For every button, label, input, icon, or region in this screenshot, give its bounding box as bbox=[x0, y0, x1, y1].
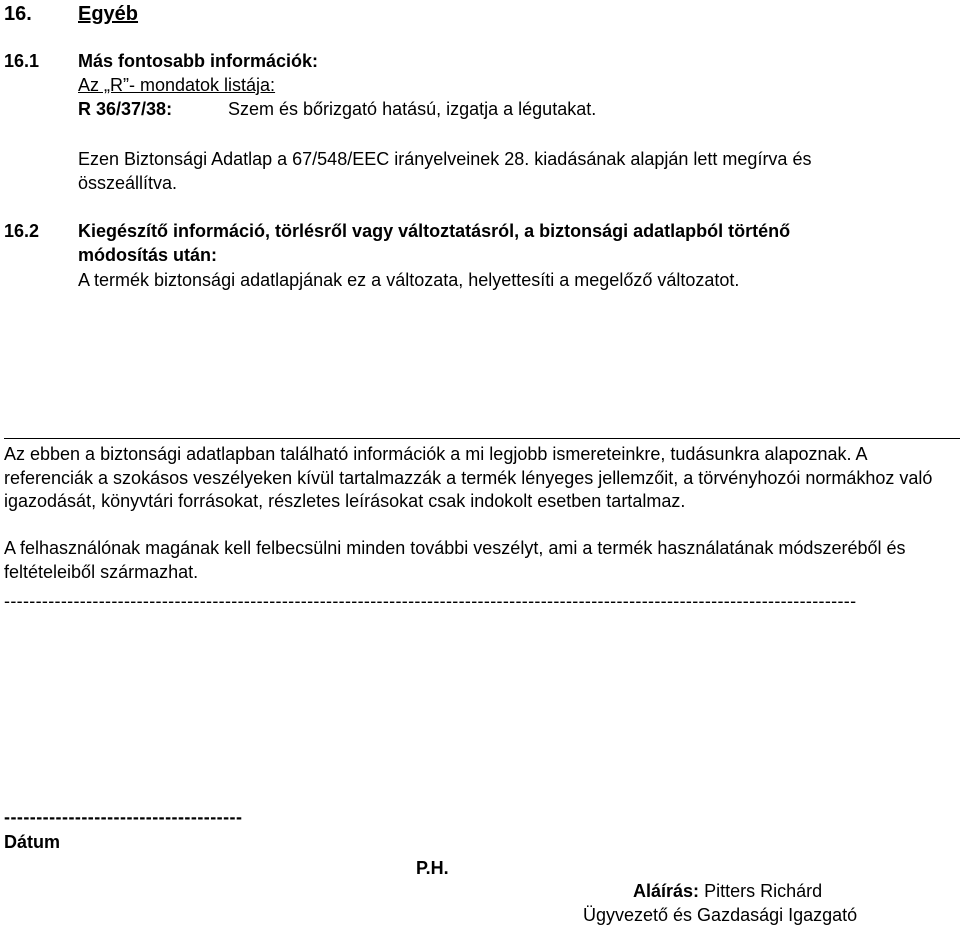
r-code: R 36/37/38: bbox=[78, 99, 173, 119]
signer-title: Ügyvezető és Gazdasági Igazgató bbox=[583, 905, 858, 925]
date-dash-line: ------------------------------------- bbox=[4, 807, 243, 827]
directive-line-2: összeállítva. bbox=[78, 173, 178, 193]
subsection-number-16-1: 16.1 bbox=[4, 51, 40, 71]
disclaimer-paragraph-1: Az ebben a biztonsági adatlapban található információk a mi legjobb ismereteinkre, tudásunkra alapoznak. A referenciák a szokásos veszélyeken kívül tartalmazzák a termék lényeges jellemzőit, a törvényhozói normákhoz való igazodását, könyvtári forrásokat, részletes leírásokat csak indokolt esetben tartalmaz. bbox=[4, 444, 933, 511]
signature-label: Aláírás: bbox=[633, 881, 700, 901]
stamp-label: P.H. bbox=[416, 858, 449, 878]
subsection-number-16-2: 16.2 bbox=[4, 221, 40, 241]
disclaimer-paragraph-2: A felhasználónak magának kell felbecsülni minden további veszélyt, ami a termék használatának módszeréből és feltételeiből származhat. bbox=[4, 538, 906, 582]
subsection-heading-16-1: Más fontosabb információk: bbox=[78, 51, 319, 71]
signature-line bbox=[633, 880, 822, 902]
subsection-heading-16-2-line-2: módosítás után: bbox=[78, 245, 218, 265]
directive-line-1: Ezen Biztonsági Adatlap a 67/548/EEC irányelveinek 28. kiadásának alapján lett megírva és bbox=[78, 149, 812, 169]
section-title: Egyéb bbox=[78, 3, 139, 25]
r-text: Szem és bőrizgató hatású, izgatja a légutakat. bbox=[228, 99, 597, 119]
r-list-title: Az „R”- mondatok listája: bbox=[78, 75, 276, 95]
signer-name: Pitters Richárd bbox=[704, 881, 823, 901]
date-label: Dátum bbox=[4, 832, 61, 852]
dash-separator: --------------------------------------------------------------------------------------------------------------------------------------- bbox=[4, 591, 857, 611]
horizontal-rule bbox=[4, 438, 960, 439]
subsection-heading-16-2-line-1: Kiegészítő információ, törlésről vagy változtatásról, a biztonsági adatlapból történő bbox=[78, 221, 791, 241]
supplementary-text: A termék biztonsági adatlapjának ez a változata, helyettesíti a megelőző változatot. bbox=[78, 270, 740, 290]
section-number: 16. bbox=[4, 3, 32, 25]
